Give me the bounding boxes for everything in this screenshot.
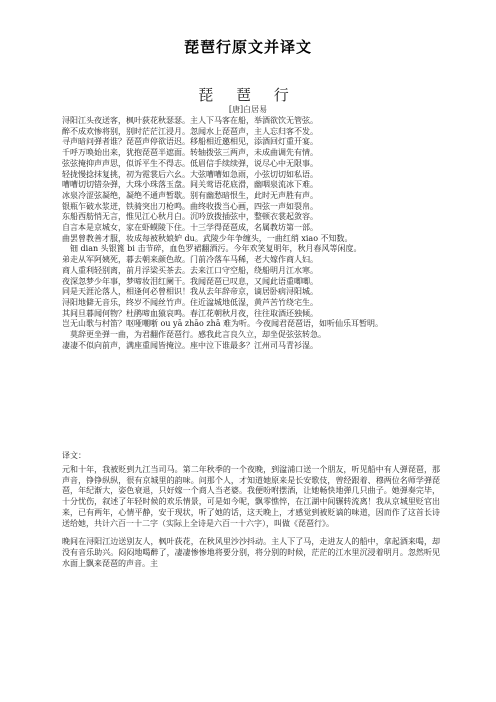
poem-line: 曲罢曾教善才服，妆成每被秋娘妒 du。武陵少年争缠头，一曲红绡 xiao 不知数。 bbox=[62, 233, 353, 243]
poem-line: 浔阳江头夜送客，枫叶荻花秋瑟瑟。主人下马客在船，举酒欲饮无管弦。 bbox=[62, 116, 318, 125]
poem-line: 凄凄不似向前声，满座重闻皆掩泣。座中泣下谁最多？江州司马青衫湿。 bbox=[62, 340, 318, 350]
poem-line: 银瓶乍破水浆迸，铁骑突出刀枪鸣。曲终收拨当心画，四弦一声如裂帛。 bbox=[62, 201, 318, 211]
poem-line: 岂无山歌与村笛？呕哑嘲哳 ou yā zhāo zhā 难为听。今夜闻君琵琶语，如听仙乐耳暂明。 bbox=[62, 319, 384, 329]
poem-line: 夜深忽梦少年事，梦啼妆泪红阑干。我闻琵琶已叹息，又闻此语重唧唧。 bbox=[62, 276, 318, 286]
poem-line: 同是天涯沦落人，相逢何必曾相识！我从去年辞帝京，谪居卧病浔阳城。 bbox=[62, 287, 318, 297]
poem-text bbox=[62, 116, 440, 351]
poem-line: 浔阳地僻无音乐，终岁不闻丝竹声。住近湓城地低湿，黄芦苦竹绕宅生。 bbox=[62, 297, 318, 307]
poem-line: 轻拢慢捻抹复挑，初为霓裳后六幺。大弦嘈嘈如急雨，小弦切切如私语。 bbox=[62, 169, 318, 179]
document-title: 琵琶行原文并译文 bbox=[183, 38, 312, 56]
translation-paragraph: 晚间在浔阳江边送别友人，枫叶荻花，在秋风里沙沙抖动。主人下了马，走进友人的船中，拿起酒来喝，却没有音乐助兴。闷闷地喝醉了，凄凄惨惨地将要分别，将分别的时候，茫茫的江水里沉浸着明月。忽然听见水面上飘来琵琶的声音。主 bbox=[62, 537, 440, 568]
poem-line: 寻声暗问弹者谁？琵琶声停欲语迟。移船相近邀相见，添酒回灯重开宴。 bbox=[62, 137, 318, 147]
poem-title: 琵 琶 行 bbox=[198, 86, 298, 104]
poem-line: 莫辞更坐弹一曲，为君翻作琵琶行。感我此言良久立，却坐促弦弦转急。 bbox=[70, 330, 326, 340]
poem-line: 其间旦暮闻何物？杜鹃啼血猿哀鸣。春江花朝秋月夜，往往取酒还独倾。 bbox=[62, 308, 318, 318]
poem-line: 嘈嘈切切错杂弹，大珠小珠落玉盘。间关莺语花底滑，幽咽泉流冰下难。 bbox=[62, 180, 318, 190]
poem-author: [唐]白居易 bbox=[228, 105, 268, 114]
poem-line: 醉不成欢惨将别，别时茫茫江浸月。忽闻水上琵琶声，主人忘归客不发。 bbox=[62, 126, 318, 136]
translation-text bbox=[62, 465, 440, 569]
poem-line: 冰泉冷涩弦凝绝，凝绝不通声暂歇。别有幽愁暗恨生，此时无声胜有声。 bbox=[62, 190, 318, 200]
poem-line: 弟走从军阿姨死，暮去朝来颜色故。门前冷落车马稀，老大嫁作商人妇。 bbox=[62, 255, 318, 265]
poem-line: 千呼万唤始出来，犹抱琵琶半遮面。转轴拨弦三两声，未成曲调先有情。 bbox=[62, 148, 318, 158]
translation-paragraph: 元和十年，我被贬到九江当司马。第二年秋季的一个夜晚，到湓浦口送一个朋友，听见船中有人弹琵琶，那声音，铮铮纵纵，很有京城里的韵味。问那个人，才知道她原来是长安歌伎，曾经跟着、穆两位名师学弹琵琶，年纪渐大，姿色衰退，只好嫁一个商人当老婆。我便吩咐摆酒，让她畅快地弹几只曲子。她弹奏完毕，十分忧伤，叙述了年轻时候的欢乐情景，可是如今呢，飘零憔悴，在江湖中间辗转流离！我从京城里贬官出来，已有两年，心情平静，安于现状，听了她的话，这天晚上，才感觉到被贬谪的味道，因而作了这首长诗送给她，共计六百一十二字（实际上全诗是六百一十六字），叫做《琵琶行》。 bbox=[62, 465, 440, 528]
poem-line: 东船西舫悄无言，惟见江心秋月白。沉吟放拨插弦中，整顿衣裳起敛容。 bbox=[62, 212, 318, 222]
poem-line: 自言本是京城女，家在虾蟆陵下住。十三学得琵琶成，名属教坊第一部。 bbox=[62, 223, 318, 233]
poem-line: 弦弦掩抑声声思，似诉平生不得志。低眉信手续续弹，说尽心中无限事。 bbox=[62, 158, 318, 168]
poem-line: 商人重利轻别离，前月浮梁买茶去。去来江口守空船，绕船明月江水寒。 bbox=[62, 265, 318, 275]
poem-line: 钿 dian 头银篦 bi 击节碎，血色罗裙翻酒污。今年欢笑复明年，秋月春风等闲度。 bbox=[70, 244, 362, 254]
translation-heading: 译文： bbox=[62, 451, 86, 460]
